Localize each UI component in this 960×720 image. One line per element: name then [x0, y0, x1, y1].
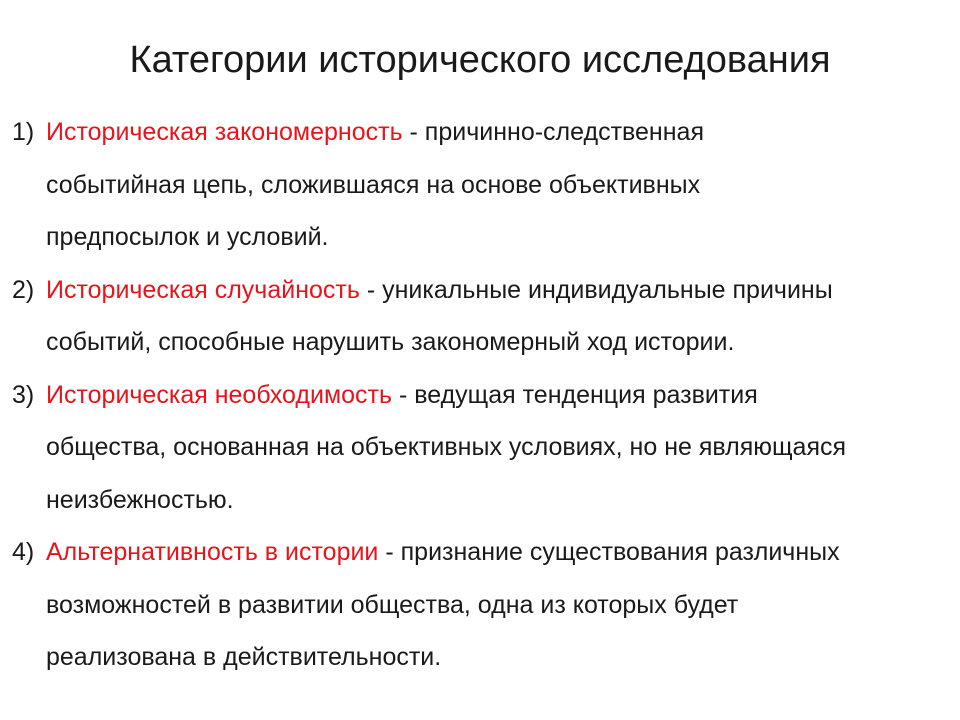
item-definition-start: - ведущая тенденция развития	[392, 380, 758, 409]
item-number: 2)	[12, 275, 35, 304]
item-line	[46, 106, 960, 159]
item-term: Историческая случайность	[46, 275, 360, 304]
item-line: событийная цепь, сложившаяся на основе объективных	[46, 170, 701, 199]
item-definition-start: - уникальные индивидуальные причины	[359, 275, 833, 304]
item-definition-start: - причинно-следственная	[402, 118, 704, 146]
item-line	[46, 264, 960, 317]
slide-title: Категории исторического исследования	[129, 39, 831, 81]
item-line: возможностей в развитии общества, одна из которых будет	[46, 590, 739, 619]
item-definition-start: - признание существования различных	[378, 538, 840, 566]
item-line: реализована в действительности.	[46, 643, 442, 671]
item-number: 3)	[12, 380, 35, 409]
item-line	[46, 526, 960, 579]
item-term: Историческая необходимость	[46, 380, 393, 409]
list-item	[12, 106, 960, 264]
item-number: 1)	[12, 118, 35, 146]
item-term: Альтернативность в истории	[46, 538, 379, 566]
item-number: 4)	[12, 538, 35, 566]
categories-list	[12, 106, 960, 684]
item-line: событий, способные нарушить закономерный ход истории.	[46, 328, 735, 356]
item-line	[46, 369, 960, 422]
item-term: Историческая закономерность	[46, 118, 403, 146]
item-line: предпосылок и условий.	[46, 223, 329, 251]
list-item	[12, 264, 960, 369]
item-line: общества, основанная на объективных условиях, но не являющаяся	[46, 433, 847, 461]
list-item	[12, 369, 960, 527]
item-line: неизбежностью.	[46, 485, 234, 514]
list-item	[12, 526, 960, 684]
